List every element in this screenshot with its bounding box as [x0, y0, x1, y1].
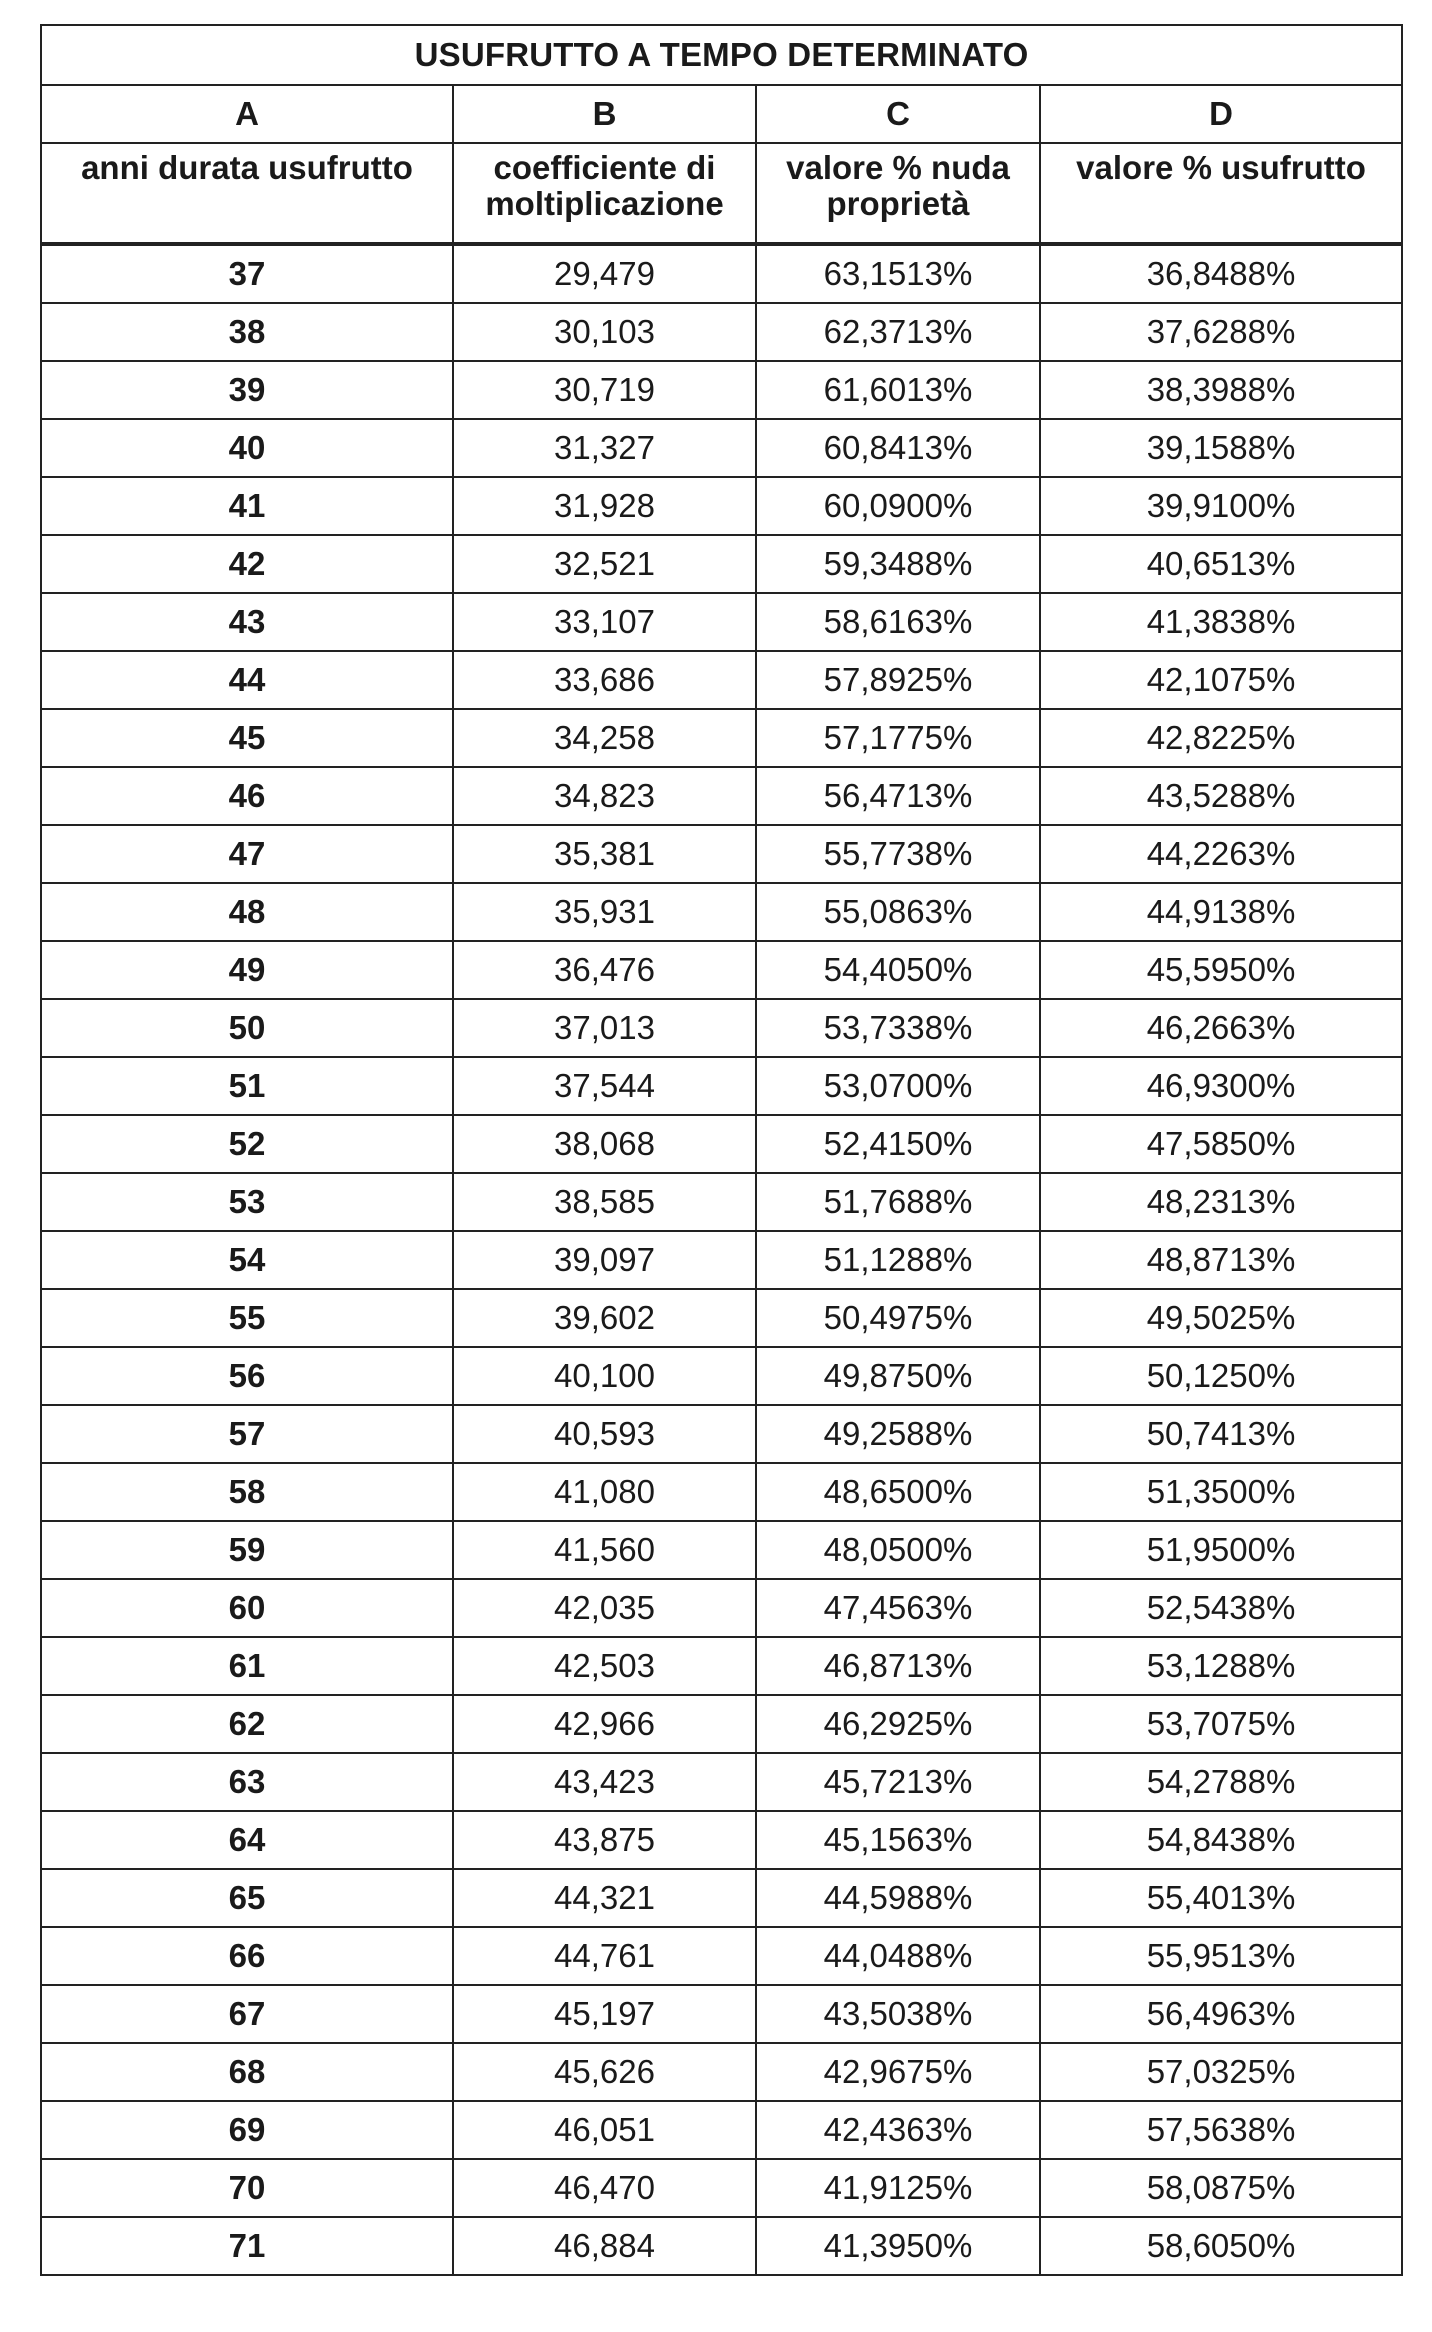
- table-row: [41, 1637, 1402, 1695]
- cell-bare-ownership: 52,4150%: [756, 1115, 1040, 1173]
- table-row: [41, 883, 1402, 941]
- cell-bare-ownership: 62,3713%: [756, 303, 1040, 361]
- cell-years: 56: [41, 1347, 453, 1405]
- cell-years: 51: [41, 1057, 453, 1115]
- table-row: [41, 1695, 1402, 1753]
- cell-years: 44: [41, 651, 453, 709]
- cell-usufruct-value: 49,5025%: [1040, 1289, 1402, 1347]
- table-row: [41, 1173, 1402, 1231]
- cell-years: 41: [41, 477, 453, 535]
- cell-usufruct-value: 37,6288%: [1040, 303, 1402, 361]
- cell-coefficient: 46,884: [453, 2217, 756, 2275]
- cell-years: 66: [41, 1927, 453, 1985]
- cell-years: 71: [41, 2217, 453, 2275]
- cell-years: 67: [41, 1985, 453, 2043]
- cell-bare-ownership: 48,6500%: [756, 1463, 1040, 1521]
- cell-usufruct-value: 55,4013%: [1040, 1869, 1402, 1927]
- cell-coefficient: 30,719: [453, 361, 756, 419]
- table-row: [41, 651, 1402, 709]
- cell-years: 52: [41, 1115, 453, 1173]
- cell-bare-ownership: 63,1513%: [756, 244, 1040, 303]
- cell-usufruct-value: 44,9138%: [1040, 883, 1402, 941]
- table-title-row: [41, 25, 1402, 85]
- cell-coefficient: 44,321: [453, 1869, 756, 1927]
- cell-coefficient: 29,479: [453, 244, 756, 303]
- cell-usufruct-value: 53,7075%: [1040, 1695, 1402, 1753]
- cell-usufruct-value: 38,3988%: [1040, 361, 1402, 419]
- table-row: [41, 1057, 1402, 1115]
- table-row: [41, 1347, 1402, 1405]
- cell-bare-ownership: 41,9125%: [756, 2159, 1040, 2217]
- cell-bare-ownership: 51,1288%: [756, 1231, 1040, 1289]
- cell-usufruct-value: 43,5288%: [1040, 767, 1402, 825]
- table-row: [41, 1811, 1402, 1869]
- cell-bare-ownership: 46,2925%: [756, 1695, 1040, 1753]
- table-row: [41, 941, 1402, 999]
- cell-usufruct-value: 39,1588%: [1040, 419, 1402, 477]
- cell-usufruct-value: 52,5438%: [1040, 1579, 1402, 1637]
- cell-coefficient: 41,560: [453, 1521, 756, 1579]
- table-body: [41, 244, 1402, 2275]
- table-row: [41, 2159, 1402, 2217]
- cell-coefficient: 40,593: [453, 1405, 756, 1463]
- cell-coefficient: 31,327: [453, 419, 756, 477]
- usufruct-table: [40, 24, 1403, 2276]
- column-letter-b: B: [453, 85, 756, 143]
- table-row: [41, 1753, 1402, 1811]
- cell-years: 64: [41, 1811, 453, 1869]
- column-letter-c: C: [756, 85, 1040, 143]
- cell-bare-ownership: 45,1563%: [756, 1811, 1040, 1869]
- table-row: [41, 1463, 1402, 1521]
- table-row: [41, 1579, 1402, 1637]
- table-header: [41, 25, 1402, 244]
- cell-coefficient: 38,068: [453, 1115, 756, 1173]
- cell-bare-ownership: 56,4713%: [756, 767, 1040, 825]
- cell-usufruct-value: 44,2263%: [1040, 825, 1402, 883]
- cell-usufruct-value: 55,9513%: [1040, 1927, 1402, 1985]
- table-row: [41, 709, 1402, 767]
- cell-coefficient: 43,423: [453, 1753, 756, 1811]
- table-row: [41, 1521, 1402, 1579]
- cell-coefficient: 42,035: [453, 1579, 756, 1637]
- cell-usufruct-value: 48,8713%: [1040, 1231, 1402, 1289]
- cell-usufruct-value: 42,8225%: [1040, 709, 1402, 767]
- cell-usufruct-value: 54,8438%: [1040, 1811, 1402, 1869]
- cell-coefficient: 39,602: [453, 1289, 756, 1347]
- table-row: [41, 2101, 1402, 2159]
- cell-usufruct-value: 42,1075%: [1040, 651, 1402, 709]
- cell-years: 65: [41, 1869, 453, 1927]
- cell-years: 40: [41, 419, 453, 477]
- cell-coefficient: 37,013: [453, 999, 756, 1057]
- table-row: [41, 1927, 1402, 1985]
- cell-years: 54: [41, 1231, 453, 1289]
- cell-usufruct-value: 54,2788%: [1040, 1753, 1402, 1811]
- cell-years: 61: [41, 1637, 453, 1695]
- table-row: [41, 419, 1402, 477]
- usufruct-table-container: [40, 24, 1401, 2276]
- cell-coefficient: 46,051: [453, 2101, 756, 2159]
- cell-coefficient: 31,928: [453, 477, 756, 535]
- column-header-usufruct-value: valore % usufrutto: [1040, 143, 1402, 244]
- cell-years: 48: [41, 883, 453, 941]
- cell-years: 70: [41, 2159, 453, 2217]
- cell-usufruct-value: 46,9300%: [1040, 1057, 1402, 1115]
- cell-coefficient: 38,585: [453, 1173, 756, 1231]
- table-row: [41, 244, 1402, 303]
- cell-coefficient: 35,931: [453, 883, 756, 941]
- cell-coefficient: 39,097: [453, 1231, 756, 1289]
- column-header-coefficient: coefficiente di moltiplicazione: [453, 143, 756, 244]
- cell-bare-ownership: 46,8713%: [756, 1637, 1040, 1695]
- cell-coefficient: 34,258: [453, 709, 756, 767]
- cell-usufruct-value: 39,9100%: [1040, 477, 1402, 535]
- cell-bare-ownership: 58,6163%: [756, 593, 1040, 651]
- cell-usufruct-value: 45,5950%: [1040, 941, 1402, 999]
- cell-usufruct-value: 46,2663%: [1040, 999, 1402, 1057]
- cell-years: 37: [41, 244, 453, 303]
- table-title: USUFRUTTO A TEMPO DETERMINATO: [41, 25, 1402, 85]
- cell-usufruct-value: 58,6050%: [1040, 2217, 1402, 2275]
- cell-bare-ownership: 42,9675%: [756, 2043, 1040, 2101]
- cell-coefficient: 30,103: [453, 303, 756, 361]
- table-row: [41, 535, 1402, 593]
- cell-bare-ownership: 45,7213%: [756, 1753, 1040, 1811]
- cell-bare-ownership: 47,4563%: [756, 1579, 1040, 1637]
- cell-usufruct-value: 51,3500%: [1040, 1463, 1402, 1521]
- cell-bare-ownership: 51,7688%: [756, 1173, 1040, 1231]
- cell-coefficient: 32,521: [453, 535, 756, 593]
- cell-bare-ownership: 55,7738%: [756, 825, 1040, 883]
- cell-bare-ownership: 44,5988%: [756, 1869, 1040, 1927]
- cell-years: 39: [41, 361, 453, 419]
- cell-coefficient: 42,503: [453, 1637, 756, 1695]
- column-letter-row: [41, 85, 1402, 143]
- cell-bare-ownership: 43,5038%: [756, 1985, 1040, 2043]
- cell-years: 50: [41, 999, 453, 1057]
- cell-bare-ownership: 50,4975%: [756, 1289, 1040, 1347]
- cell-usufruct-value: 58,0875%: [1040, 2159, 1402, 2217]
- cell-bare-ownership: 60,8413%: [756, 419, 1040, 477]
- cell-coefficient: 33,107: [453, 593, 756, 651]
- cell-bare-ownership: 49,2588%: [756, 1405, 1040, 1463]
- cell-coefficient: 44,761: [453, 1927, 756, 1985]
- cell-coefficient: 41,080: [453, 1463, 756, 1521]
- cell-bare-ownership: 57,1775%: [756, 709, 1040, 767]
- cell-bare-ownership: 48,0500%: [756, 1521, 1040, 1579]
- table-row: [41, 2043, 1402, 2101]
- table-row: [41, 825, 1402, 883]
- cell-usufruct-value: 40,6513%: [1040, 535, 1402, 593]
- table-row: [41, 303, 1402, 361]
- cell-usufruct-value: 47,5850%: [1040, 1115, 1402, 1173]
- cell-years: 60: [41, 1579, 453, 1637]
- cell-coefficient: 35,381: [453, 825, 756, 883]
- cell-coefficient: 34,823: [453, 767, 756, 825]
- cell-years: 63: [41, 1753, 453, 1811]
- cell-years: 62: [41, 1695, 453, 1753]
- cell-years: 38: [41, 303, 453, 361]
- cell-bare-ownership: 57,8925%: [756, 651, 1040, 709]
- cell-coefficient: 45,626: [453, 2043, 756, 2101]
- table-row: [41, 1405, 1402, 1463]
- cell-years: 69: [41, 2101, 453, 2159]
- table-row: [41, 593, 1402, 651]
- cell-years: 49: [41, 941, 453, 999]
- cell-years: 57: [41, 1405, 453, 1463]
- cell-coefficient: 43,875: [453, 1811, 756, 1869]
- table-row: [41, 2217, 1402, 2275]
- table-row: [41, 1231, 1402, 1289]
- cell-usufruct-value: 36,8488%: [1040, 244, 1402, 303]
- cell-coefficient: 33,686: [453, 651, 756, 709]
- cell-bare-ownership: 41,3950%: [756, 2217, 1040, 2275]
- table-row: [41, 1115, 1402, 1173]
- cell-coefficient: 40,100: [453, 1347, 756, 1405]
- cell-bare-ownership: 53,0700%: [756, 1057, 1040, 1115]
- cell-years: 47: [41, 825, 453, 883]
- cell-bare-ownership: 49,8750%: [756, 1347, 1040, 1405]
- cell-coefficient: 45,197: [453, 1985, 756, 2043]
- cell-years: 42: [41, 535, 453, 593]
- table-row: [41, 999, 1402, 1057]
- cell-bare-ownership: 53,7338%: [756, 999, 1040, 1057]
- cell-bare-ownership: 54,4050%: [756, 941, 1040, 999]
- column-description-row: [41, 143, 1402, 244]
- cell-usufruct-value: 53,1288%: [1040, 1637, 1402, 1695]
- cell-usufruct-value: 50,7413%: [1040, 1405, 1402, 1463]
- cell-usufruct-value: 48,2313%: [1040, 1173, 1402, 1231]
- cell-usufruct-value: 51,9500%: [1040, 1521, 1402, 1579]
- column-header-years: anni durata usufrutto: [41, 143, 453, 244]
- cell-years: 55: [41, 1289, 453, 1347]
- column-letter-a: A: [41, 85, 453, 143]
- cell-usufruct-value: 57,0325%: [1040, 2043, 1402, 2101]
- table-row: [41, 1869, 1402, 1927]
- cell-bare-ownership: 60,0900%: [756, 477, 1040, 535]
- cell-bare-ownership: 59,3488%: [756, 535, 1040, 593]
- cell-usufruct-value: 50,1250%: [1040, 1347, 1402, 1405]
- table-row: [41, 1985, 1402, 2043]
- cell-years: 68: [41, 2043, 453, 2101]
- cell-years: 59: [41, 1521, 453, 1579]
- cell-coefficient: 42,966: [453, 1695, 756, 1753]
- cell-bare-ownership: 61,6013%: [756, 361, 1040, 419]
- cell-years: 43: [41, 593, 453, 651]
- cell-coefficient: 37,544: [453, 1057, 756, 1115]
- table-row: [41, 361, 1402, 419]
- column-letter-d: D: [1040, 85, 1402, 143]
- table-row: [41, 477, 1402, 535]
- cell-bare-ownership: 42,4363%: [756, 2101, 1040, 2159]
- cell-years: 45: [41, 709, 453, 767]
- cell-usufruct-value: 56,4963%: [1040, 1985, 1402, 2043]
- cell-coefficient: 46,470: [453, 2159, 756, 2217]
- table-row: [41, 767, 1402, 825]
- cell-years: 53: [41, 1173, 453, 1231]
- table-row: [41, 1289, 1402, 1347]
- cell-bare-ownership: 44,0488%: [756, 1927, 1040, 1985]
- cell-years: 58: [41, 1463, 453, 1521]
- column-header-bare-ownership: valore % nuda proprietà: [756, 143, 1040, 244]
- cell-usufruct-value: 57,5638%: [1040, 2101, 1402, 2159]
- cell-years: 46: [41, 767, 453, 825]
- cell-bare-ownership: 55,0863%: [756, 883, 1040, 941]
- cell-usufruct-value: 41,3838%: [1040, 593, 1402, 651]
- cell-coefficient: 36,476: [453, 941, 756, 999]
